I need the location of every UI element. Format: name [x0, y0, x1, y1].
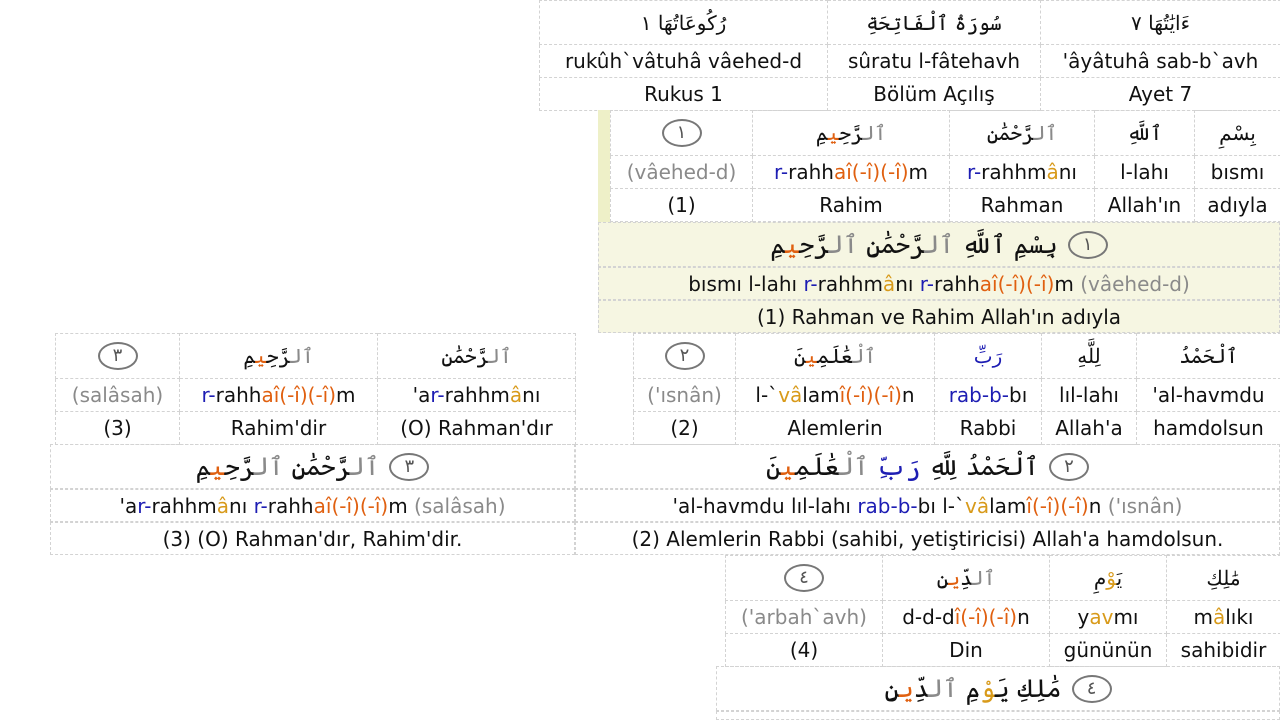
verse-2-word-4-meaning: Alemlerin: [736, 412, 935, 445]
verse-2-full-meaning: (2) Alemlerin Rabbi (sahibi, yetiştiricisi) Allah'a hamdolsun.: [575, 522, 1280, 555]
header-surah-meaning: Bölüm Açılış: [828, 78, 1041, 111]
verse-2-full-translit: 'al-havmdu lıl-lahı rab-b-bı l-`vâlamî(-î)(-î)n ('ısnân): [575, 489, 1280, 522]
header-rukus-meaning: Rukus 1: [540, 78, 828, 111]
verse-1-highlight-bar: [598, 110, 610, 222]
verse-1-word-3-arabic: ٱللَّهِ: [1095, 111, 1195, 156]
verse-1-full-meaning: (1) Rahman ve Rahim Allah'ın adıyla: [598, 300, 1280, 333]
verse-1-word-4-meaning: Rahman: [950, 189, 1095, 222]
verse-2-word-1-arabic: ٱلْحَمْدُ: [1137, 334, 1280, 379]
header-ayat-translit: 'âyâtuhâ sab-b`avh: [1041, 45, 1280, 78]
verse-3-word-1-translit: 'ar-rahhmânı: [378, 379, 576, 412]
header-rukus-arabic: رُكُوعَاتُهَا ١: [540, 1, 828, 45]
header-ayat-arabic: ءَايَٰتُهَا ٧: [1041, 1, 1280, 45]
verse-number-badge: ٢: [1049, 453, 1089, 481]
verse-1-count-meaning: (1): [611, 189, 753, 222]
verse-1-word-4-arabic: ٱلرَّحْمَٰنِ: [950, 111, 1095, 156]
verse-4-full-arabic: مَٰلِكِ يَوْمِ ٱلدِّينِ ٤: [716, 666, 1280, 711]
verse-1-word-3-meaning: Allah'ın: [1095, 189, 1195, 222]
verse-2-word-2-translit: lıl-lahı: [1042, 379, 1137, 412]
verse-3-word-2-arabic: ٱلرَّحِيمِ: [180, 334, 378, 379]
verse-3-full-arabic: ٱلرَّحْمَٰنِ ٱلرَّحِيمِ ٣: [50, 444, 575, 489]
verse-3-full-translit: 'ar-rahhmânı r-rahhaî(-î)(-î)m (salâsah): [50, 489, 575, 522]
verse-number-badge: ١: [662, 119, 702, 147]
surah-header-table: [539, 0, 1280, 111]
verse-3-count-translit: (salâsah): [56, 379, 180, 412]
verse-2-word-2-arabic: لِلَّهِ: [1042, 334, 1137, 379]
verse-1-word-1-translit: bısmı: [1195, 156, 1280, 189]
header-surah-translit: sûratu l-fâtehavh: [828, 45, 1041, 78]
verse-1-word-5-translit: r-rahhaî(-î)(-î)m: [753, 156, 950, 189]
verse-2-word-3-meaning: Rabbi: [935, 412, 1042, 445]
verse-4-count-translit: ('arbah`avh): [726, 601, 883, 634]
verse-1-full-arabic: بِسْمِ ٱللَّهِ ٱلرَّحْمَٰنِ ٱلرَّحِيمِ ١: [598, 222, 1280, 267]
verse-3-number-cell: [56, 334, 180, 379]
verse-3-word-1-arabic: ٱلرَّحْمَٰنِ: [378, 334, 576, 379]
verse-4-word-1-meaning: sahibidir: [1167, 634, 1280, 667]
verse-1-full-translit: bısmı l-lahı r-rahhmânı r-rahhaî(-î)(-î)m (vâehed-d): [598, 267, 1280, 300]
verse-1-word-5-meaning: Rahim: [753, 189, 950, 222]
verse-1-word-table: [610, 110, 1280, 222]
verse-4-word-2-translit: yavmı: [1050, 601, 1167, 634]
verse-4-word-2-meaning: gününün: [1050, 634, 1167, 667]
verse-2-word-3-arabic: رَبِّ: [935, 334, 1042, 379]
verse-2-word-table: [633, 333, 1280, 445]
verse-4-full-translit-partial: [716, 711, 1280, 720]
verse-4-count-meaning: (4): [726, 634, 883, 667]
verse-2-number-cell: [634, 334, 736, 379]
verse-4-word-2-arabic: يَوْمِ: [1050, 556, 1167, 601]
verse-number-badge: ٤: [1072, 675, 1112, 703]
verse-2-count-translit: ('ısnân): [634, 379, 736, 412]
verse-4-word-1-translit: mâlıkı: [1167, 601, 1280, 634]
verse-2-full-arabic: ٱلْحَمْدُ لِلَّهِ رَبِّ ٱلْعَٰلَمِينَ ٢: [575, 444, 1280, 489]
verse-number-badge: ٣: [389, 453, 429, 481]
verse-3-count-meaning: (3): [56, 412, 180, 445]
verse-3-word-2-meaning: Rahim'dir: [180, 412, 378, 445]
verse-4-word-3-translit: d-d-dî(-î)(-î)n: [883, 601, 1050, 634]
verse-1-word-3-translit: l-lahı: [1095, 156, 1195, 189]
verse-4-number-cell: [726, 556, 883, 601]
header-surah-arabic: سُورَةُ ٱلْفَاتِحَةِ: [828, 1, 1041, 45]
verse-number-badge: ٢: [665, 342, 705, 370]
verse-3-word-table: [55, 333, 576, 445]
verse-3-word-2-translit: r-rahhaî(-î)(-î)m: [180, 379, 378, 412]
verse-4-word-1-arabic: مَٰلِكِ: [1167, 556, 1280, 601]
verse-2-word-4-translit: l-`vâlamî(-î)(-î)n: [736, 379, 935, 412]
verse-1-number-cell: [611, 111, 753, 156]
verse-2-word-1-translit: 'al-havmdu: [1137, 379, 1280, 412]
verse-1-word-5-arabic: ٱلرَّحِيمِ: [753, 111, 950, 156]
verse-2-word-2-meaning: Allah'a: [1042, 412, 1137, 445]
verse-3-full-meaning: (3) (O) Rahman'dır, Rahim'dir.: [50, 522, 575, 555]
verse-1-word-1-arabic: بِسْمِ: [1195, 111, 1280, 156]
verse-4-word-3-meaning: Din: [883, 634, 1050, 667]
verse-number-badge: ٤: [784, 564, 824, 592]
verse-1-word-1-meaning: adıyla: [1195, 189, 1280, 222]
verse-2-word-1-meaning: hamdolsun: [1137, 412, 1280, 445]
verse-4-word-3-arabic: ٱلدِّينِ: [883, 556, 1050, 601]
verse-2-word-3-translit: rab-b-bı: [935, 379, 1042, 412]
verse-4-word-table: [725, 555, 1280, 667]
header-ayat-meaning: Ayet 7: [1041, 78, 1280, 111]
verse-2-word-4-arabic: ٱلْعَٰلَمِينَ: [736, 334, 935, 379]
verse-2-count-meaning: (2): [634, 412, 736, 445]
verse-number-badge: ٣: [98, 342, 138, 370]
verse-3-word-1-meaning: (O) Rahman'dır: [378, 412, 576, 445]
header-rukus-translit: rukûh`vâtuhâ vâehed-d: [540, 45, 828, 78]
verse-1-count-translit: (vâehed-d): [611, 156, 753, 189]
verse-1-word-4-translit: r-rahhmânı: [950, 156, 1095, 189]
verse-number-badge: ١: [1068, 231, 1108, 259]
